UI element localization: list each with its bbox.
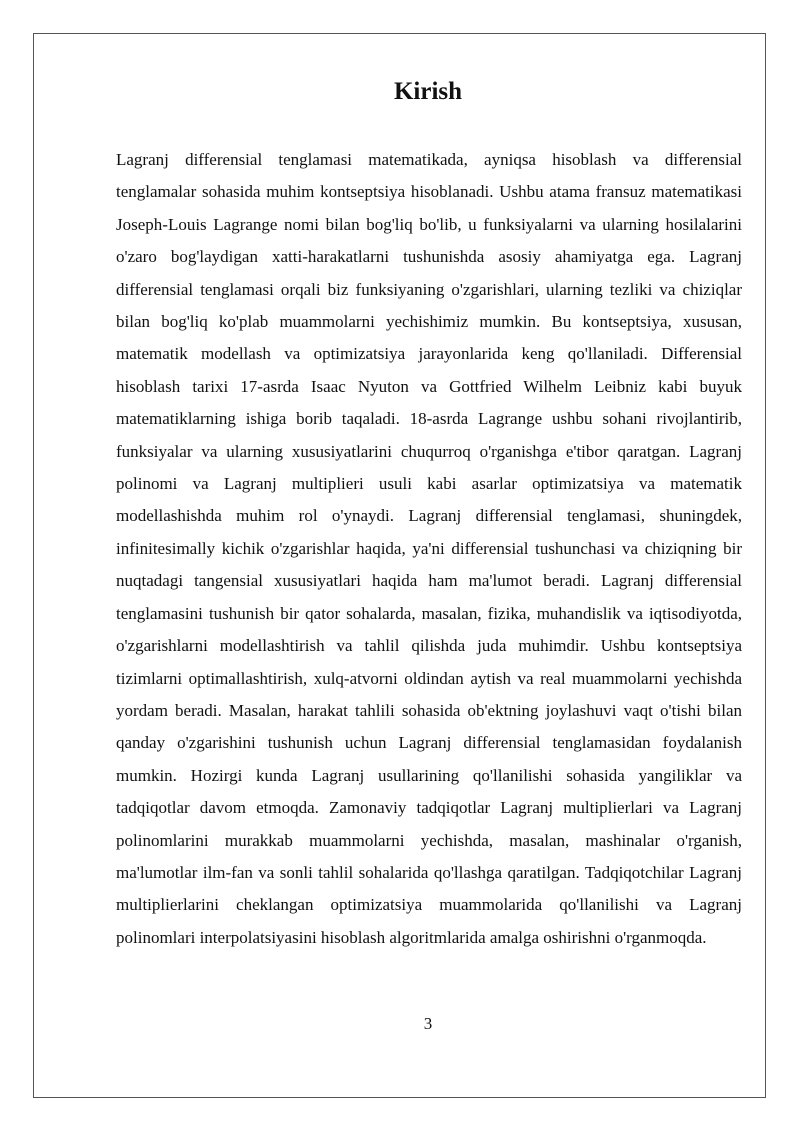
page-title: Kirish — [393, 78, 463, 105]
body-paragraph: Lagranj differensial tenglamasi matematikada, ayniqsa hisoblash va differensial tenglamalar sohasida muhim kontseptsiya hisoblanadi. Ushbu atama fransuz matematikasi Joseph-Louis Lagrange nomi bilan bog'liq bo'lib, u funksiyalarni va ularning hosilalarini o'zaro bog'laydigan xatti-harakatlarni tushunishda asosiy ahamiyatga ega. Lagranj differensial tenglamasi orqali biz funksiyaning o'zgarishlari, ularning tezliki va chiziqlar bilan bog'liq ko'plab muammolarni yechishimiz mumkin. Bu kontseptsiya, xususan, matematik modellash va optimizatsiya jarayonlarida keng qo'llaniladi. Differensial hisoblash tarixi 17-asrda Isaac Nyuton va Gottfried Wilhelm Leibniz kabi buyuk matematiklarning ishiga borib taqaladi. 18-asrda Lagrange ushbu sohani rivojlantirib, funksiyalar va ularning xususiyatlarini chuqurroq o'rganishga e'tibor qaratgan. Lagranj polinomi va Lagranj multiplieri usuli kabi asarlar optimizatsiya va matematik modellashishda muhim rol o'ynaydi. Lagranj differensial tenglamasi, shuningdek, infinitesimally kichik o'zgarishlar haqida, ya'ni differensial tushunchasi va chiziqning bir nuqtadagi tangensial xususiyatlari haqida ham ma'lumot beradi. Lagranj differensial tenglamasini tushunish bir qator sohalarda, masalan, fizika, muhandislik va iqtisodiyotda, o'zgarishlarni modellashtirish va tahlil qilishda juda muhimdir. Ushbu kontseptsiya tizimlarni optimallashtirish, xulq-atvorni oldindan aytish va real muammolarni yechishda yordam beradi. Masalan, harakat tahlili sohasida ob'ektning joylashuvi vaqt o'tishi bilan qanday o'zgarishini tushunish uchun Lagranj differensial tenglamasidan foydalanish mumkin. Hozirgi kunda Lagranj usullarining qo'llanilishi sohasida yangiliklar va tadqiqotlar davom etmoqda. Zamonaviy tadqiqotlar Lagranj multiplierlari va Lagranj polinomlarini murakkab muammolarni yechishda, masalan, mashinalar o'rganish, ma'lumotlar ilm-fan va sonli tahlil sohalarida qo'llashga qaratilgan. Tadqiqotchilar Lagranj multiplierlarini cheklangan optimizatsiya muammolarida qo'llanilishi va Lagranj polinomlari interpolatsiyasini hisoblash algoritmlarida amalga oshirishni o'rganmoqda. — [116, 150, 742, 947]
page-number: 3 — [423, 1014, 433, 1033]
